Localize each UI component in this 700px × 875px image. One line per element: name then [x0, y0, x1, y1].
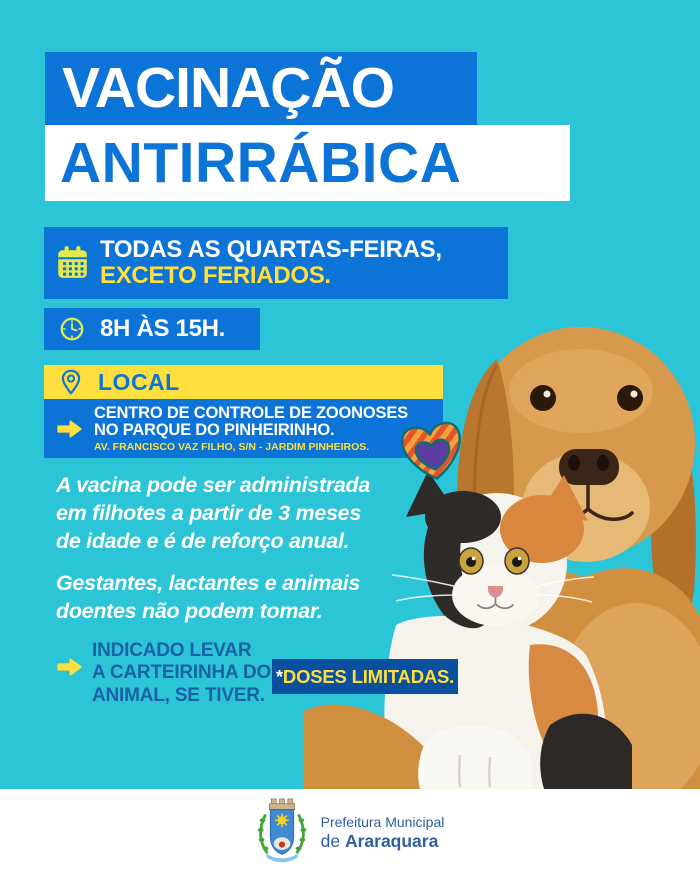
heart-sticker [396, 414, 470, 497]
schedule-line-2: EXCETO FERIADOS. [100, 262, 331, 289]
note-line: INDICADO LEVAR [92, 640, 252, 661]
venue-line-2: NO PARQUE DO PINHEIRINHO. [94, 421, 335, 439]
schedule-line-1: TODAS AS QUARTAS-FEIRAS, [100, 236, 442, 263]
footer-org-line2-name: Araraquara [344, 830, 439, 851]
location-details-banner [44, 399, 443, 458]
doses-text: DOSES LIMITADAS. [282, 665, 455, 687]
footer-org-name [321, 814, 445, 851]
arrow-right-icon [44, 419, 94, 439]
calendar-icon [44, 245, 100, 281]
title-banner-secondary [45, 125, 570, 201]
hours-text: 8H ÀS 15H. [100, 315, 226, 342]
restrictions-paragraph [56, 569, 360, 625]
clock-icon [44, 316, 100, 342]
title-line-2: ANTIRRÁBICA [60, 130, 462, 195]
note-line: ANIMAL, SE TIVER. [92, 684, 265, 706]
note-text [92, 640, 271, 707]
venue-line-1: CENTRO DE CONTROLE DE ZOONOSES [94, 403, 408, 422]
footer-org-line1: Prefeitura Municipal [320, 813, 445, 830]
arrow-right-icon [56, 657, 83, 682]
vaccine-info-paragraph [56, 471, 370, 555]
title-line-1: VACINAÇÃO [62, 56, 394, 120]
note-line: A CARTEIRINHA DO [92, 662, 272, 684]
schedule-banner [44, 227, 508, 299]
doses-asterisk: * [275, 665, 283, 687]
location-label: LOCAL [98, 368, 180, 395]
info-line: em filhotes a partir de 3 meses [56, 501, 361, 525]
info-line: A vacina pode ser administrada [56, 473, 371, 497]
footer-org-line2-prefix: de [320, 830, 345, 851]
location-label-banner [44, 365, 443, 399]
location-pin-icon [44, 369, 98, 396]
footer-org-line2 [321, 831, 445, 851]
info-line: de idade e é de reforço anual. [56, 529, 350, 553]
info-line: Gestantes, lactantes e animais [56, 571, 361, 595]
venue-address: AV. FRANCISCO VAZ FILHO, S/N - JARDIM PINHEIROS. [94, 440, 370, 453]
araraquara-city-crest [256, 797, 308, 868]
title-banner-primary [45, 52, 477, 125]
footer-band [0, 789, 700, 875]
hours-banner [44, 308, 260, 350]
doses-badge [272, 659, 458, 694]
info-line: doentes não podem tomar. [56, 599, 323, 623]
